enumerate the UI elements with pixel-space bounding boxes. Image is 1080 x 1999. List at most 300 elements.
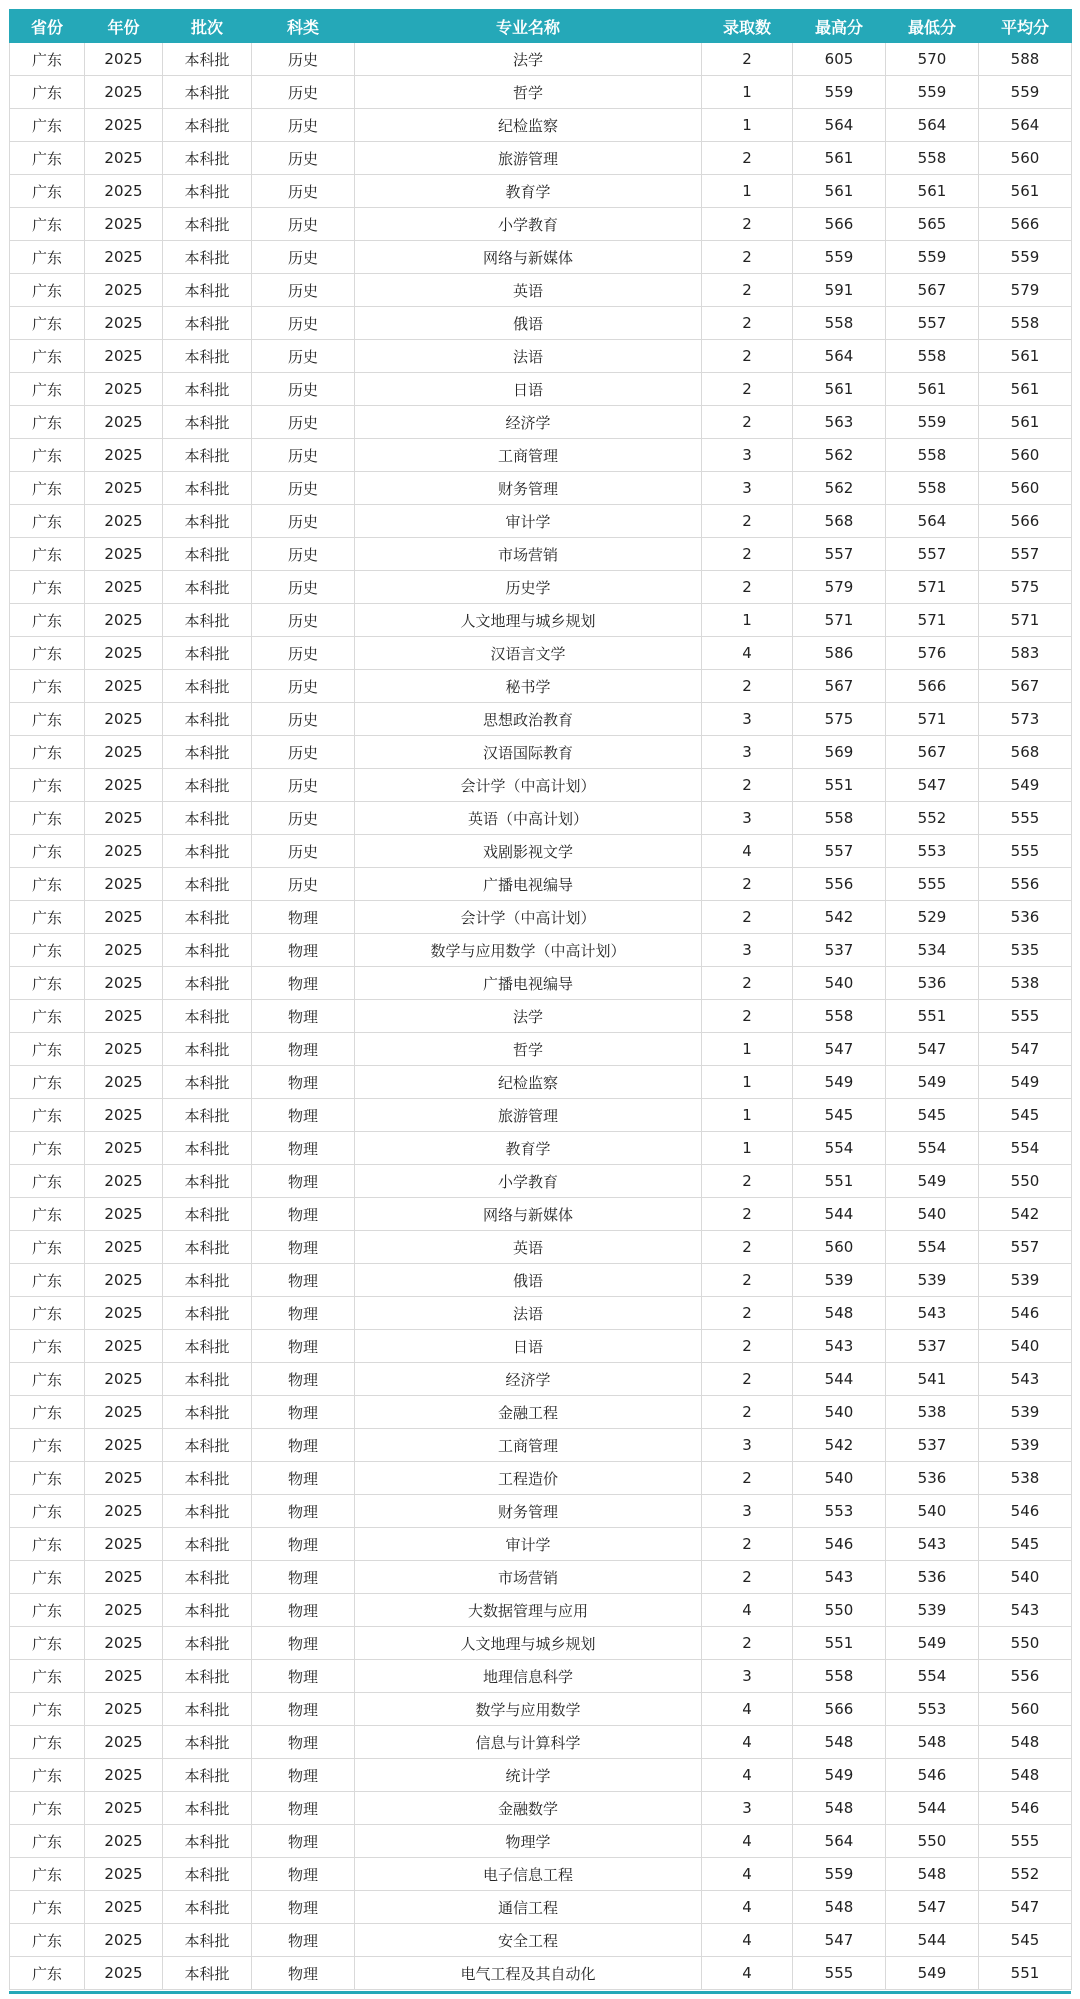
cell-avg-score: 545 (979, 1924, 1072, 1957)
cell-admitted-count: 2 (702, 241, 793, 274)
table-row (10, 1957, 1072, 1990)
cell-admitted-count: 2 (702, 769, 793, 802)
cell-avg-score: 575 (979, 571, 1072, 604)
cell-admitted-count: 3 (702, 1660, 793, 1693)
cell-subject-type: 历史 (252, 736, 355, 769)
cell-major-name: 金融工程 (355, 1396, 702, 1429)
table-row (10, 1297, 1072, 1330)
cell-max-score: 547 (793, 1924, 886, 1957)
cell-admitted-count: 2 (702, 340, 793, 373)
cell-major-name: 法学 (355, 1000, 702, 1033)
cell-subject-type: 物理 (252, 1462, 355, 1495)
cell-province: 广东 (10, 1033, 85, 1066)
cell-admitted-count: 1 (702, 175, 793, 208)
cell-year: 2025 (85, 373, 163, 406)
header-min-score: 最低分 (886, 10, 979, 43)
cell-province: 广东 (10, 1132, 85, 1165)
table-row (10, 1495, 1072, 1528)
cell-province: 广东 (10, 703, 85, 736)
cell-min-score: 567 (886, 736, 979, 769)
cell-max-score: 558 (793, 802, 886, 835)
cell-province: 广东 (10, 1858, 85, 1891)
cell-major-name: 统计学 (355, 1759, 702, 1792)
cell-min-score: 539 (886, 1594, 979, 1627)
cell-subject-type: 物理 (252, 1099, 355, 1132)
cell-avg-score: 561 (979, 406, 1072, 439)
cell-admitted-count: 2 (702, 373, 793, 406)
cell-avg-score: 566 (979, 208, 1072, 241)
cell-major-name: 金融数学 (355, 1792, 702, 1825)
cell-max-score: 544 (793, 1198, 886, 1231)
cell-year: 2025 (85, 472, 163, 505)
table-row (10, 1429, 1072, 1462)
cell-max-score: 551 (793, 1165, 886, 1198)
cell-admitted-count: 2 (702, 1198, 793, 1231)
cell-avg-score: 538 (979, 1462, 1072, 1495)
cell-max-score: 545 (793, 1099, 886, 1132)
cell-max-score: 542 (793, 901, 886, 934)
cell-batch: 本科批 (163, 670, 252, 703)
cell-subject-type: 物理 (252, 1528, 355, 1561)
table-row (10, 1561, 1072, 1594)
cell-min-score: 571 (886, 604, 979, 637)
cell-subject-type: 物理 (252, 934, 355, 967)
cell-year: 2025 (85, 241, 163, 274)
cell-year: 2025 (85, 1825, 163, 1858)
cell-province: 广东 (10, 1297, 85, 1330)
cell-batch: 本科批 (163, 274, 252, 307)
cell-major-name: 工商管理 (355, 1429, 702, 1462)
cell-major-name: 汉语国际教育 (355, 736, 702, 769)
cell-avg-score: 583 (979, 637, 1072, 670)
cell-max-score: 561 (793, 142, 886, 175)
cell-min-score: 553 (886, 835, 979, 868)
cell-province: 广东 (10, 604, 85, 637)
cell-year: 2025 (85, 1132, 163, 1165)
cell-subject-type: 历史 (252, 703, 355, 736)
cell-year: 2025 (85, 307, 163, 340)
cell-major-name: 工商管理 (355, 439, 702, 472)
cell-subject-type: 历史 (252, 340, 355, 373)
cell-year: 2025 (85, 1297, 163, 1330)
cell-province: 广东 (10, 1792, 85, 1825)
cell-avg-score: 546 (979, 1792, 1072, 1825)
cell-admitted-count: 1 (702, 76, 793, 109)
header-major-name: 专业名称 (355, 10, 702, 43)
cell-major-name: 法语 (355, 340, 702, 373)
cell-province: 广东 (10, 439, 85, 472)
cell-subject-type: 物理 (252, 1957, 355, 1990)
cell-subject-type: 物理 (252, 1594, 355, 1627)
cell-batch: 本科批 (163, 1660, 252, 1693)
cell-min-score: 537 (886, 1429, 979, 1462)
cell-admitted-count: 3 (702, 736, 793, 769)
cell-max-score: 548 (793, 1792, 886, 1825)
table-row (10, 604, 1072, 637)
cell-admitted-count: 4 (702, 1594, 793, 1627)
cell-subject-type: 物理 (252, 1033, 355, 1066)
cell-max-score: 568 (793, 505, 886, 538)
cell-subject-type: 物理 (252, 1627, 355, 1660)
cell-major-name: 汉语言文学 (355, 637, 702, 670)
table-header-row (10, 10, 1072, 43)
cell-year: 2025 (85, 1693, 163, 1726)
cell-major-name: 数学与应用数学（中高计划） (355, 934, 702, 967)
cell-min-score: 548 (886, 1726, 979, 1759)
cell-major-name: 电子信息工程 (355, 1858, 702, 1891)
cell-year: 2025 (85, 1528, 163, 1561)
cell-max-score: 569 (793, 736, 886, 769)
cell-year: 2025 (85, 274, 163, 307)
cell-max-score: 559 (793, 241, 886, 274)
cell-province: 广东 (10, 1627, 85, 1660)
cell-major-name: 秘书学 (355, 670, 702, 703)
cell-avg-score: 540 (979, 1561, 1072, 1594)
cell-province: 广东 (10, 1462, 85, 1495)
cell-max-score: 554 (793, 1132, 886, 1165)
cell-major-name: 通信工程 (355, 1891, 702, 1924)
cell-batch: 本科批 (163, 967, 252, 1000)
cell-subject-type: 历史 (252, 142, 355, 175)
cell-min-score: 536 (886, 1462, 979, 1495)
cell-min-score: 543 (886, 1528, 979, 1561)
cell-major-name: 日语 (355, 1330, 702, 1363)
cell-year: 2025 (85, 406, 163, 439)
cell-year: 2025 (85, 175, 163, 208)
cell-subject-type: 历史 (252, 472, 355, 505)
cell-avg-score: 539 (979, 1264, 1072, 1297)
table-row (10, 769, 1072, 802)
cell-min-score: 558 (886, 472, 979, 505)
cell-major-name: 审计学 (355, 505, 702, 538)
cell-max-score: 557 (793, 835, 886, 868)
cell-year: 2025 (85, 1396, 163, 1429)
cell-admitted-count: 4 (702, 1759, 793, 1792)
cell-subject-type: 历史 (252, 604, 355, 637)
cell-major-name: 历史学 (355, 571, 702, 604)
cell-subject-type: 物理 (252, 1858, 355, 1891)
cell-max-score: 564 (793, 340, 886, 373)
cell-avg-score: 560 (979, 472, 1072, 505)
cell-province: 广东 (10, 1231, 85, 1264)
cell-province: 广东 (10, 769, 85, 802)
cell-major-name: 经济学 (355, 406, 702, 439)
cell-max-score: 547 (793, 1033, 886, 1066)
cell-batch: 本科批 (163, 472, 252, 505)
cell-avg-score: 560 (979, 439, 1072, 472)
cell-avg-score: 547 (979, 1033, 1072, 1066)
cell-province: 广东 (10, 1528, 85, 1561)
cell-batch: 本科批 (163, 1627, 252, 1660)
cell-admitted-count: 4 (702, 1825, 793, 1858)
cell-major-name: 小学教育 (355, 208, 702, 241)
cell-admitted-count: 2 (702, 571, 793, 604)
cell-avg-score: 555 (979, 1825, 1072, 1858)
cell-avg-score: 554 (979, 1132, 1072, 1165)
cell-subject-type: 历史 (252, 868, 355, 901)
cell-year: 2025 (85, 1033, 163, 1066)
cell-subject-type: 物理 (252, 967, 355, 1000)
cell-year: 2025 (85, 868, 163, 901)
cell-province: 广东 (10, 1561, 85, 1594)
table-bottom-rule (9, 1991, 1071, 1994)
cell-province: 广东 (10, 472, 85, 505)
cell-max-score: 548 (793, 1726, 886, 1759)
cell-min-score: 559 (886, 406, 979, 439)
cell-subject-type: 物理 (252, 1924, 355, 1957)
table-row (10, 109, 1072, 142)
cell-min-score: 576 (886, 637, 979, 670)
table-row (10, 1825, 1072, 1858)
table-row (10, 1693, 1072, 1726)
cell-avg-score: 535 (979, 934, 1072, 967)
cell-admitted-count: 2 (702, 1396, 793, 1429)
table-row (10, 1363, 1072, 1396)
cell-min-score: 534 (886, 934, 979, 967)
cell-avg-score: 571 (979, 604, 1072, 637)
cell-avg-score: 560 (979, 1693, 1072, 1726)
cell-min-score: 566 (886, 670, 979, 703)
cell-major-name: 审计学 (355, 1528, 702, 1561)
table-row (10, 274, 1072, 307)
cell-max-score: 564 (793, 1825, 886, 1858)
cell-year: 2025 (85, 637, 163, 670)
cell-max-score: 559 (793, 1858, 886, 1891)
cell-avg-score: 538 (979, 967, 1072, 1000)
cell-admitted-count: 2 (702, 967, 793, 1000)
cell-batch: 本科批 (163, 1429, 252, 1462)
cell-avg-score: 556 (979, 868, 1072, 901)
cell-admitted-count: 2 (702, 1627, 793, 1660)
cell-major-name: 会计学（中高计划） (355, 769, 702, 802)
cell-batch: 本科批 (163, 142, 252, 175)
cell-admitted-count: 4 (702, 1924, 793, 1957)
cell-subject-type: 历史 (252, 571, 355, 604)
cell-major-name: 旅游管理 (355, 142, 702, 175)
cell-admitted-count: 2 (702, 43, 793, 76)
cell-max-score: 557 (793, 538, 886, 571)
cell-admitted-count: 2 (702, 406, 793, 439)
cell-admitted-count: 3 (702, 1495, 793, 1528)
cell-major-name: 法学 (355, 43, 702, 76)
cell-major-name: 英语 (355, 1231, 702, 1264)
header-province: 省份 (10, 10, 85, 43)
cell-admitted-count: 3 (702, 703, 793, 736)
cell-major-name: 物理学 (355, 1825, 702, 1858)
table-row (10, 1033, 1072, 1066)
cell-batch: 本科批 (163, 835, 252, 868)
cell-avg-score: 557 (979, 538, 1072, 571)
cell-subject-type: 物理 (252, 1066, 355, 1099)
cell-max-score: 567 (793, 670, 886, 703)
cell-min-score: 561 (886, 175, 979, 208)
cell-province: 广东 (10, 670, 85, 703)
cell-year: 2025 (85, 1627, 163, 1660)
cell-major-name: 人文地理与城乡规划 (355, 604, 702, 637)
cell-avg-score: 539 (979, 1396, 1072, 1429)
cell-min-score: 540 (886, 1198, 979, 1231)
table-row (10, 208, 1072, 241)
cell-batch: 本科批 (163, 241, 252, 274)
cell-max-score: 563 (793, 406, 886, 439)
cell-subject-type: 历史 (252, 769, 355, 802)
table-row (10, 934, 1072, 967)
cell-subject-type: 历史 (252, 637, 355, 670)
cell-max-score: 558 (793, 1000, 886, 1033)
cell-year: 2025 (85, 1066, 163, 1099)
header-max-score: 最高分 (793, 10, 886, 43)
cell-batch: 本科批 (163, 175, 252, 208)
cell-province: 广东 (10, 1099, 85, 1132)
cell-major-name: 电气工程及其自动化 (355, 1957, 702, 1990)
cell-min-score: 554 (886, 1231, 979, 1264)
cell-avg-score: 558 (979, 307, 1072, 340)
cell-batch: 本科批 (163, 109, 252, 142)
cell-batch: 本科批 (163, 1693, 252, 1726)
cell-admitted-count: 2 (702, 274, 793, 307)
cell-min-score: 548 (886, 1858, 979, 1891)
cell-year: 2025 (85, 142, 163, 175)
cell-max-score: 575 (793, 703, 886, 736)
cell-min-score: 536 (886, 1561, 979, 1594)
cell-subject-type: 历史 (252, 241, 355, 274)
cell-min-score: 539 (886, 1264, 979, 1297)
cell-province: 广东 (10, 802, 85, 835)
cell-year: 2025 (85, 1957, 163, 1990)
header-batch: 批次 (163, 10, 252, 43)
cell-batch: 本科批 (163, 1528, 252, 1561)
cell-batch: 本科批 (163, 1462, 252, 1495)
cell-subject-type: 物理 (252, 1561, 355, 1594)
cell-year: 2025 (85, 1099, 163, 1132)
cell-batch: 本科批 (163, 373, 252, 406)
table-row (10, 307, 1072, 340)
cell-major-name: 俄语 (355, 1264, 702, 1297)
cell-min-score: 553 (886, 1693, 979, 1726)
cell-avg-score: 549 (979, 1066, 1072, 1099)
cell-province: 广东 (10, 241, 85, 274)
cell-min-score: 549 (886, 1066, 979, 1099)
cell-subject-type: 物理 (252, 1000, 355, 1033)
cell-min-score: 538 (886, 1396, 979, 1429)
cell-major-name: 英语 (355, 274, 702, 307)
cell-province: 广东 (10, 736, 85, 769)
table-row (10, 637, 1072, 670)
cell-year: 2025 (85, 1264, 163, 1297)
cell-admitted-count: 1 (702, 1066, 793, 1099)
cell-year: 2025 (85, 1363, 163, 1396)
header-admitted-count: 录取数 (702, 10, 793, 43)
cell-batch: 本科批 (163, 1198, 252, 1231)
cell-major-name: 会计学（中高计划） (355, 901, 702, 934)
cell-year: 2025 (85, 1000, 163, 1033)
cell-major-name: 英语（中高计划） (355, 802, 702, 835)
admission-score-table (9, 9, 1072, 1990)
cell-major-name: 经济学 (355, 1363, 702, 1396)
cell-avg-score: 561 (979, 340, 1072, 373)
cell-admitted-count: 2 (702, 538, 793, 571)
cell-max-score: 551 (793, 1627, 886, 1660)
cell-province: 广东 (10, 1825, 85, 1858)
cell-max-score: 542 (793, 1429, 886, 1462)
cell-major-name: 财务管理 (355, 472, 702, 505)
cell-admitted-count: 1 (702, 1033, 793, 1066)
cell-year: 2025 (85, 505, 163, 538)
cell-admitted-count: 4 (702, 835, 793, 868)
cell-batch: 本科批 (163, 736, 252, 769)
cell-admitted-count: 2 (702, 208, 793, 241)
cell-major-name: 法语 (355, 1297, 702, 1330)
table-row (10, 1792, 1072, 1825)
cell-batch: 本科批 (163, 208, 252, 241)
cell-max-score: 591 (793, 274, 886, 307)
cell-subject-type: 物理 (252, 1495, 355, 1528)
cell-min-score: 564 (886, 505, 979, 538)
cell-major-name: 广播电视编导 (355, 967, 702, 1000)
cell-batch: 本科批 (163, 802, 252, 835)
cell-year: 2025 (85, 439, 163, 472)
cell-subject-type: 历史 (252, 307, 355, 340)
cell-batch: 本科批 (163, 1231, 252, 1264)
cell-min-score: 537 (886, 1330, 979, 1363)
table-row (10, 1066, 1072, 1099)
cell-year: 2025 (85, 901, 163, 934)
cell-min-score: 561 (886, 373, 979, 406)
cell-subject-type: 物理 (252, 1693, 355, 1726)
cell-max-score: 561 (793, 175, 886, 208)
cell-batch: 本科批 (163, 934, 252, 967)
cell-min-score: 544 (886, 1792, 979, 1825)
cell-major-name: 日语 (355, 373, 702, 406)
cell-subject-type: 历史 (252, 505, 355, 538)
cell-avg-score: 559 (979, 76, 1072, 109)
cell-year: 2025 (85, 1858, 163, 1891)
cell-province: 广东 (10, 1198, 85, 1231)
cell-min-score: 544 (886, 1924, 979, 1957)
table-row (10, 241, 1072, 274)
cell-batch: 本科批 (163, 637, 252, 670)
cell-province: 广东 (10, 571, 85, 604)
cell-year: 2025 (85, 1792, 163, 1825)
table-row (10, 703, 1072, 736)
cell-admitted-count: 3 (702, 1429, 793, 1462)
cell-year: 2025 (85, 1594, 163, 1627)
cell-province: 广东 (10, 406, 85, 439)
cell-subject-type: 物理 (252, 1660, 355, 1693)
cell-subject-type: 物理 (252, 1264, 355, 1297)
table-row (10, 505, 1072, 538)
cell-avg-score: 588 (979, 43, 1072, 76)
cell-max-score: 566 (793, 208, 886, 241)
cell-avg-score: 546 (979, 1495, 1072, 1528)
cell-year: 2025 (85, 208, 163, 241)
cell-year: 2025 (85, 670, 163, 703)
cell-year: 2025 (85, 109, 163, 142)
cell-batch: 本科批 (163, 307, 252, 340)
cell-max-score: 546 (793, 1528, 886, 1561)
admission-table-container (9, 9, 1071, 1990)
cell-avg-score: 545 (979, 1099, 1072, 1132)
cell-batch: 本科批 (163, 901, 252, 934)
cell-province: 广东 (10, 1957, 85, 1990)
cell-subject-type: 历史 (252, 439, 355, 472)
cell-year: 2025 (85, 604, 163, 637)
cell-admitted-count: 2 (702, 1462, 793, 1495)
table-row (10, 1726, 1072, 1759)
cell-subject-type: 物理 (252, 1165, 355, 1198)
table-row (10, 736, 1072, 769)
cell-batch: 本科批 (163, 1165, 252, 1198)
